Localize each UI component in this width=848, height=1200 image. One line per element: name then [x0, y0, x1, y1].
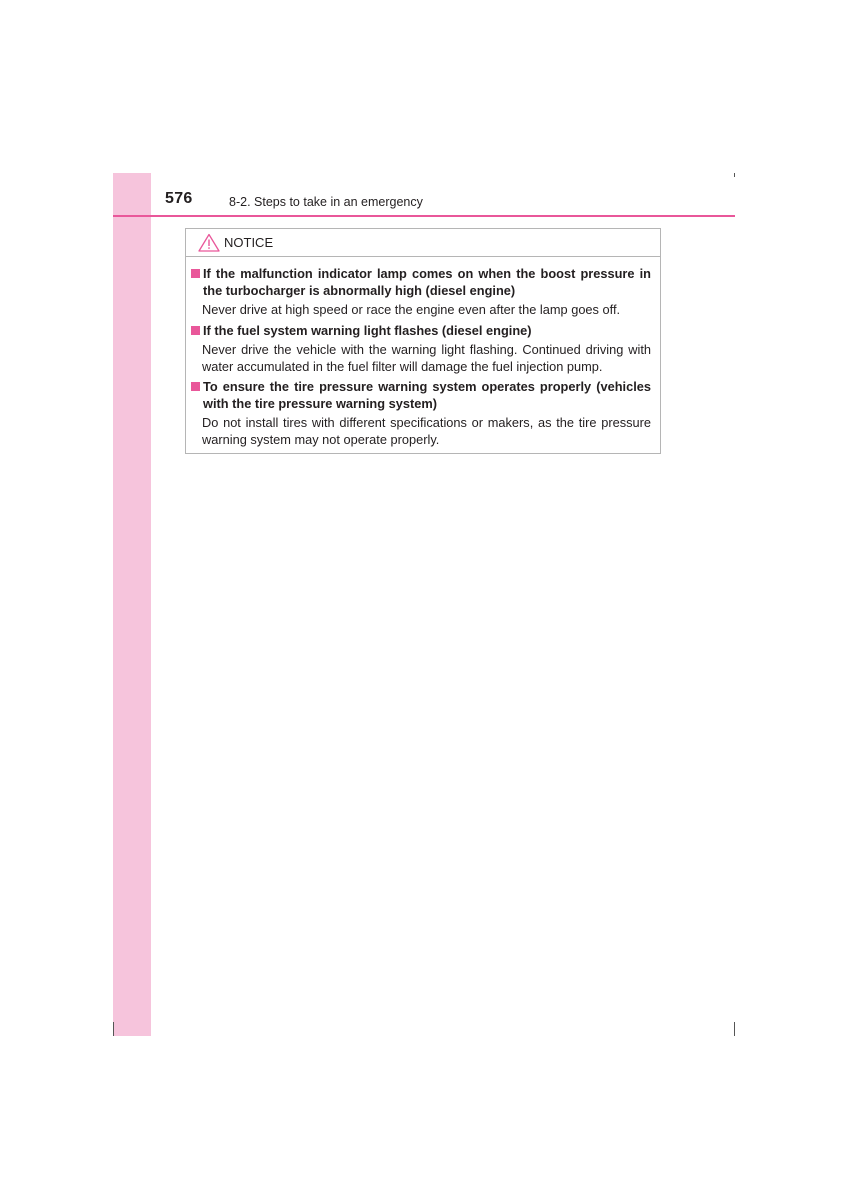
notice-item-text: Never drive the vehicle with the warning light flashing. Continued driving with water accumulated in the fuel filter will damage the fuel injection pump.: [202, 342, 651, 374]
notice-item: [191, 323, 651, 376]
notice-title: NOTICE: [224, 235, 274, 250]
square-bullet-icon: [191, 382, 200, 391]
notice-box: [185, 228, 661, 454]
crop-mark-top-right: [734, 173, 735, 177]
notice-header: [186, 229, 660, 257]
notice-item-heading: To ensure the tire pressure warning system operates properly (vehicles with the tire pressure warning system): [203, 379, 651, 411]
square-bullet-icon: [191, 269, 200, 278]
page-number: 576: [165, 190, 193, 207]
crop-mark-bottom-right: [734, 1022, 735, 1036]
notice-item-heading: If the fuel system warning light flashes (diesel engine): [203, 322, 532, 338]
section-title: 8-2. Steps to take in an emergency: [229, 195, 423, 209]
square-bullet-icon: [191, 326, 200, 335]
notice-item: [191, 379, 651, 448]
header-rule: [113, 215, 735, 217]
notice-item-text: Do not install tires with different specifications or makers, as the tire pressure warning system may not operate properly.: [202, 415, 651, 447]
notice-item-heading: If the malfunction indicator lamp comes on when the boost pressure in the turbocharger is abnormally high (diesel engine): [203, 266, 651, 298]
notice-body: [186, 257, 660, 448]
crop-mark-bottom-left: [113, 1022, 114, 1036]
notice-item: [191, 266, 651, 319]
section-side-tab: [113, 173, 151, 1036]
warning-triangle-icon: [198, 233, 220, 252]
notice-item-text: Never drive at high speed or race the engine even after the lamp goes off.: [202, 302, 621, 317]
